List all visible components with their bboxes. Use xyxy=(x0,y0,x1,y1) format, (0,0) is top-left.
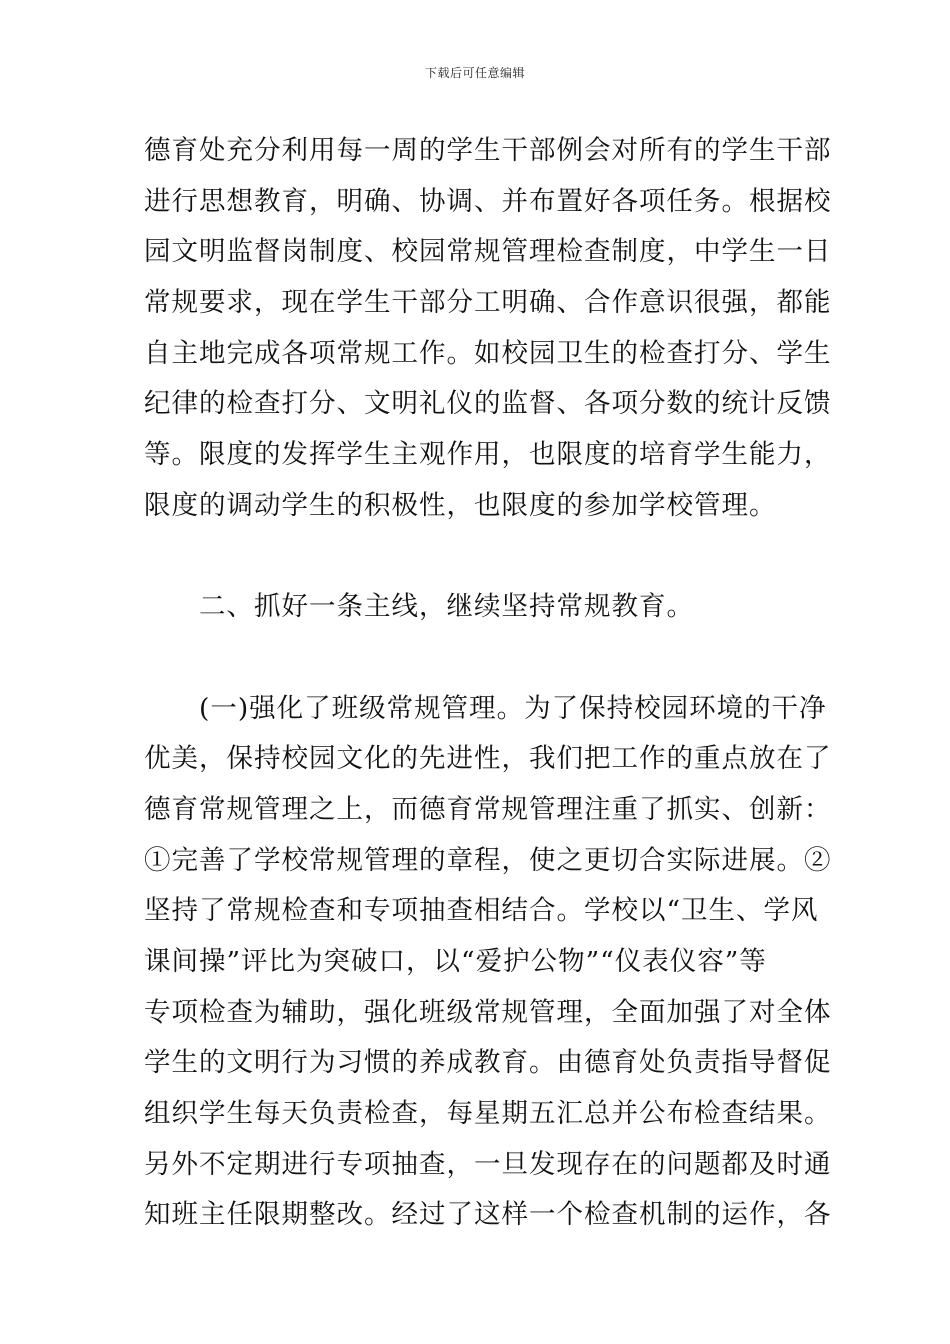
text-line: 限度的调动学生的积极性，也限度的参加学校管理。 xyxy=(144,489,777,521)
text-line: 等。限度的发挥学生主观作用，也限度的培育学生能力， xyxy=(144,439,832,471)
text-line: 进行思想教育，明确、协调、并布置好各项任务。根据校 xyxy=(144,185,832,217)
text-line: 学生的文明行为习惯的养成教育。由德育处负责指导督促 xyxy=(144,1047,832,1079)
document-body xyxy=(144,126,832,1241)
text-line: 优美，保持校园文化的先进性，我们把工作的重点放在了 xyxy=(144,743,832,775)
text-line: ①完善了学校常规管理的章程，使之更切合实际进展。② xyxy=(144,844,832,876)
text-line: 另外不定期进行专项抽查，一旦发现存在的问题都及时通 xyxy=(144,1148,832,1180)
paragraph-spacer xyxy=(144,633,808,684)
text-line: 园文明监督岗制度、校园常规管理检查制度，中学生一日 xyxy=(144,236,832,268)
paragraph-spacer xyxy=(144,532,808,583)
section-heading: 二、抓好一条主线，继续坚持常规教育。 xyxy=(144,591,694,623)
text-line: (一)强化了班级常规管理。为了保持校园环境的干净 xyxy=(144,692,827,724)
text-line: 知班主任限期整改。经过了这样一个检查机制的运作，各 xyxy=(144,1199,832,1231)
text-line: 坚持了常规检查和专项抽查相结合。学校以“卫生、学风 xyxy=(144,895,819,927)
text-line: 课间操”评比为突破口，以“爱护公物”“仪表仪容”等 xyxy=(144,946,767,977)
text-line: 纪律的检查打分、文明礼仪的监督、各项分数的统计反馈 xyxy=(144,388,832,420)
text-line: 德育常规管理之上，而德育常规管理注重了抓实、创新： xyxy=(144,793,832,825)
text-line: 组织学生每天负责检查，每星期五汇总并公布检查结果。 xyxy=(144,1098,832,1130)
text-line: 德育处充分利用每一周的学生干部例会对所有的学生干部 xyxy=(144,135,832,166)
paragraph-class-management xyxy=(144,684,832,1242)
text-line: 专项检查为辅助，强化班级常规管理，全面加强了对全体 xyxy=(144,996,832,1028)
page-header: 下载后可任意编辑 xyxy=(424,66,525,80)
text-line: 常规要求，现在学生干部分工明确、合作意识很强，都能 xyxy=(144,287,832,319)
text-line: 自主地完成各项常规工作。如校园卫生的检查打分、学生 xyxy=(144,337,832,369)
paragraph-student-cadres xyxy=(144,126,832,532)
